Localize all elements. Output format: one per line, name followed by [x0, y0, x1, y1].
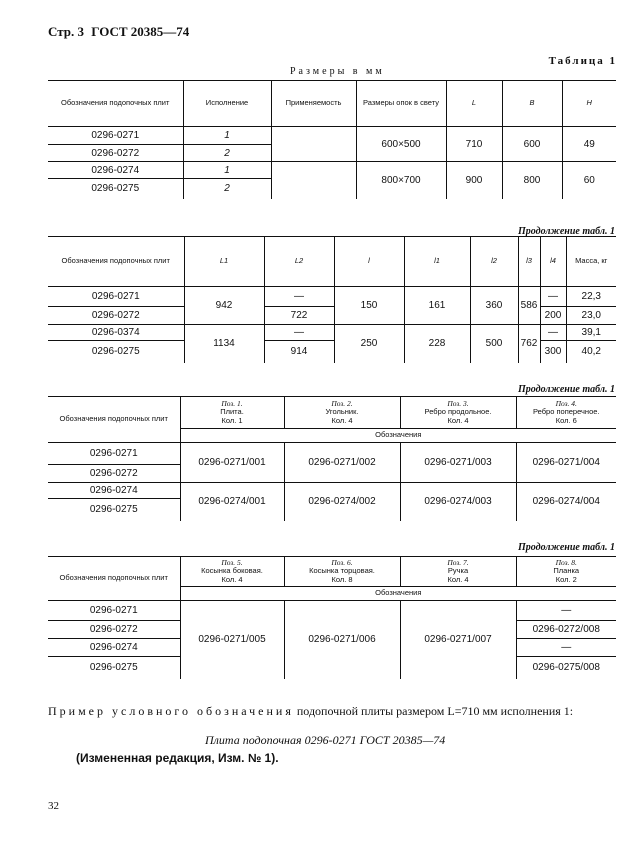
- t3-cell: 0296-0274/002: [284, 483, 400, 521]
- t3-cell: 0296-0274/001: [180, 483, 284, 521]
- t2-l2: 500: [470, 325, 518, 363]
- t1-L: 710: [446, 127, 502, 162]
- t2-name: 0296-0271: [91, 291, 140, 302]
- t2-L2: —: [264, 325, 334, 341]
- t2-l4: 200: [540, 307, 566, 325]
- t1-h-prim: Применяемость: [271, 81, 356, 127]
- t2-name: 0296-0272: [91, 310, 140, 321]
- continuation-label: Продолжение табл. 1: [517, 384, 615, 395]
- t1-name: 0296-0271: [91, 130, 140, 141]
- continuation-label: Продолжение табл. 1: [517, 542, 615, 553]
- t2-l1: 228: [404, 325, 470, 363]
- t4-pos7: 0296-0271/007: [400, 601, 516, 679]
- t4-h-title: Ручка: [447, 566, 469, 576]
- t1-isp: 1: [183, 162, 271, 179]
- gost-ref: ГОСТ 20385—74: [91, 24, 190, 39]
- t4-pos8: —: [516, 639, 616, 657]
- t4-h-pos: Поз. 6.: [331, 557, 353, 567]
- t4-name: 0296-0275: [89, 662, 138, 674]
- t3-name: 0296-0274: [89, 485, 138, 496]
- t4-name: 0296-0271: [89, 605, 138, 616]
- t1-h-B: B: [502, 81, 562, 127]
- page-header: [48, 24, 189, 40]
- t4-pos8: 0296-0275/008: [516, 657, 616, 679]
- table-row: [48, 601, 616, 621]
- t1-L: 900: [446, 162, 502, 199]
- t2-l3: 762: [518, 325, 540, 363]
- t2-h-L2: L2: [264, 237, 334, 287]
- t2-L2: 722: [264, 307, 334, 325]
- t4-h-qty: Кол. 4: [447, 574, 469, 584]
- t2-h-l1: l1: [404, 237, 470, 287]
- t2-mass: 22,3: [566, 287, 616, 307]
- t3-cell: 0296-0271/003: [400, 443, 516, 483]
- table-row: [48, 325, 616, 341]
- table-4: [48, 556, 616, 679]
- t1-B: 800: [502, 162, 562, 199]
- t2-l4: —: [540, 287, 566, 307]
- t1-prim: [271, 127, 356, 162]
- t4-h-pos: Поз. 8.: [555, 557, 577, 567]
- t3-h-col: [516, 397, 616, 429]
- t4-h-pos: Поз. 7.: [447, 557, 469, 567]
- t3-name: 0296-0272: [89, 468, 138, 479]
- t2-l4: 300: [540, 341, 566, 363]
- table-3-header: [48, 397, 616, 429]
- t3-h-col: [284, 397, 400, 429]
- t3-h-qty: Кол. 6: [555, 415, 577, 425]
- t3-h-qty: Кол. 4: [447, 415, 469, 425]
- t1-h-size: Размеры опок в свету: [356, 81, 446, 127]
- t2-L2: 914: [264, 341, 334, 363]
- t4-pos8: 0296-0272/008: [516, 621, 616, 639]
- t4-name: 0296-0274: [89, 642, 138, 653]
- t2-L1: 942: [184, 287, 264, 325]
- t4-h-qty: Кол. 8: [331, 574, 353, 584]
- table-1-header: [48, 81, 616, 127]
- t2-h-L1: L1: [184, 237, 264, 287]
- t2-l: 150: [334, 287, 404, 325]
- t2-l: 250: [334, 325, 404, 363]
- t1-H: 49: [562, 127, 616, 162]
- t4-h-name: Обозначения подопочных плит: [59, 573, 168, 583]
- t1-H: 60: [562, 162, 616, 199]
- t2-name: 0296-0275: [91, 346, 140, 358]
- t2-name: 0296-0374: [91, 327, 140, 338]
- t2-l1: 161: [404, 287, 470, 325]
- t1-name: 0296-0274: [91, 164, 140, 176]
- t2-h-name: Обозначения подопочных плит: [61, 256, 170, 266]
- t2-mass: 40,2: [566, 341, 616, 363]
- t3-name: 0296-0275: [89, 504, 138, 516]
- t4-sub-header: Обозначения: [180, 587, 616, 601]
- t4-h-col: [180, 557, 284, 587]
- t4-name: 0296-0272: [89, 624, 138, 635]
- example-lead: Пример условного обозначения: [48, 704, 294, 718]
- t2-mass: 39,1: [566, 325, 616, 341]
- t3-h-pos: Поз. 4.: [555, 398, 577, 408]
- t1-name: 0296-0272: [91, 147, 140, 159]
- continuation-label: Продолжение табл. 1: [517, 226, 615, 237]
- table-row: [48, 162, 616, 179]
- table-3: [48, 396, 616, 521]
- table-row: [48, 483, 616, 499]
- table-2-header: [48, 237, 616, 287]
- t1-size: 800×700: [356, 162, 446, 199]
- t4-h-col: [516, 557, 616, 587]
- t3-sub-header: Обозначения: [180, 429, 616, 443]
- t2-L1: 1134: [184, 325, 264, 363]
- t1-name: 0296-0275: [91, 183, 140, 195]
- t1-h-isp: Исполнение: [183, 81, 271, 127]
- t2-L2: —: [264, 287, 334, 307]
- t1-h-name: Обозначения подопочных плит: [61, 98, 170, 108]
- t2-l2: 360: [470, 287, 518, 325]
- page-ref: Стр. 3: [48, 24, 84, 39]
- t2-mass: 23,0: [566, 307, 616, 325]
- table-row: [48, 127, 616, 145]
- example-text: подопочной плиты размером L=710 мм исполнения 1:: [293, 704, 574, 718]
- t2-l4: —: [540, 325, 566, 341]
- t1-isp: 2: [183, 145, 271, 162]
- t3-h-qty: Кол. 1: [221, 415, 243, 425]
- t1-B: 600: [502, 127, 562, 162]
- t4-h-col: [400, 557, 516, 587]
- table-row: [48, 443, 616, 465]
- t1-h-H: H: [562, 81, 616, 127]
- t1-isp: 1: [183, 127, 271, 145]
- table-row: [48, 287, 616, 307]
- table-1: [48, 80, 616, 199]
- t1-size: 600×500: [356, 127, 446, 162]
- t3-cell: 0296-0271/002: [284, 443, 400, 483]
- t4-h-qty: Кол. 4: [221, 574, 243, 584]
- t3-h-pos: Поз. 3.: [447, 398, 469, 408]
- example-designation: Плита подопочная 0296-0271 ГОСТ 20385—74: [205, 733, 446, 747]
- t3-h-pos: Поз. 2.: [331, 398, 353, 408]
- t3-h-title: Плита.: [220, 407, 244, 417]
- table-4-header: [48, 557, 616, 587]
- t4-h-pos: Поз. 5.: [221, 557, 243, 567]
- t2-h-l4: l4: [540, 237, 566, 287]
- t4-pos8: —: [516, 601, 616, 621]
- t3-h-pos: Поз. 1.: [221, 398, 243, 408]
- revision-note: (Измененная редакция, Изм. № 1).: [76, 751, 279, 765]
- t1-h-L: L: [446, 81, 502, 127]
- t4-pos5: 0296-0271/005: [180, 601, 284, 679]
- t1-isp: 2: [183, 179, 271, 199]
- table-label: Таблица 1: [548, 55, 617, 67]
- table-2: [48, 236, 616, 363]
- t1-prim: [271, 162, 356, 199]
- t2-h-l3: l3: [518, 237, 540, 287]
- t3-h-title: Ребро поперечное.: [532, 407, 600, 417]
- units-label: Размеры в мм: [290, 66, 385, 77]
- t4-h-title: Косынка боковая.: [201, 566, 263, 576]
- t4-h-title: Косынка торцовая.: [309, 566, 375, 576]
- example-paragraph: [48, 703, 623, 719]
- t3-h-title: Ребро продольное.: [424, 407, 492, 417]
- t3-cell: 0296-0274/004: [516, 483, 616, 521]
- page-number: 32: [48, 800, 59, 812]
- t2-h-l: l: [334, 237, 404, 287]
- t3-h-name: Обозначения подопочных плит: [59, 414, 168, 424]
- t3-h-qty: Кол. 4: [331, 415, 353, 425]
- t4-h-qty: Кол. 2: [555, 574, 577, 584]
- t3-name: 0296-0271: [89, 448, 138, 459]
- t2-l3: 586: [518, 287, 540, 325]
- t4-h-col: [284, 557, 400, 587]
- t3-h-col: [180, 397, 284, 429]
- t4-pos6: 0296-0271/006: [284, 601, 400, 679]
- t2-h-mass: Масса, кг: [566, 237, 616, 287]
- t4-h-title: Планка: [553, 566, 580, 576]
- t2-h-l2: l2: [470, 237, 518, 287]
- t3-h-col: [400, 397, 516, 429]
- t3-cell: 0296-0271/004: [516, 443, 616, 483]
- t3-cell: 0296-0271/001: [180, 443, 284, 483]
- t3-h-title: Угольник.: [325, 407, 359, 417]
- t3-cell: 0296-0274/003: [400, 483, 516, 521]
